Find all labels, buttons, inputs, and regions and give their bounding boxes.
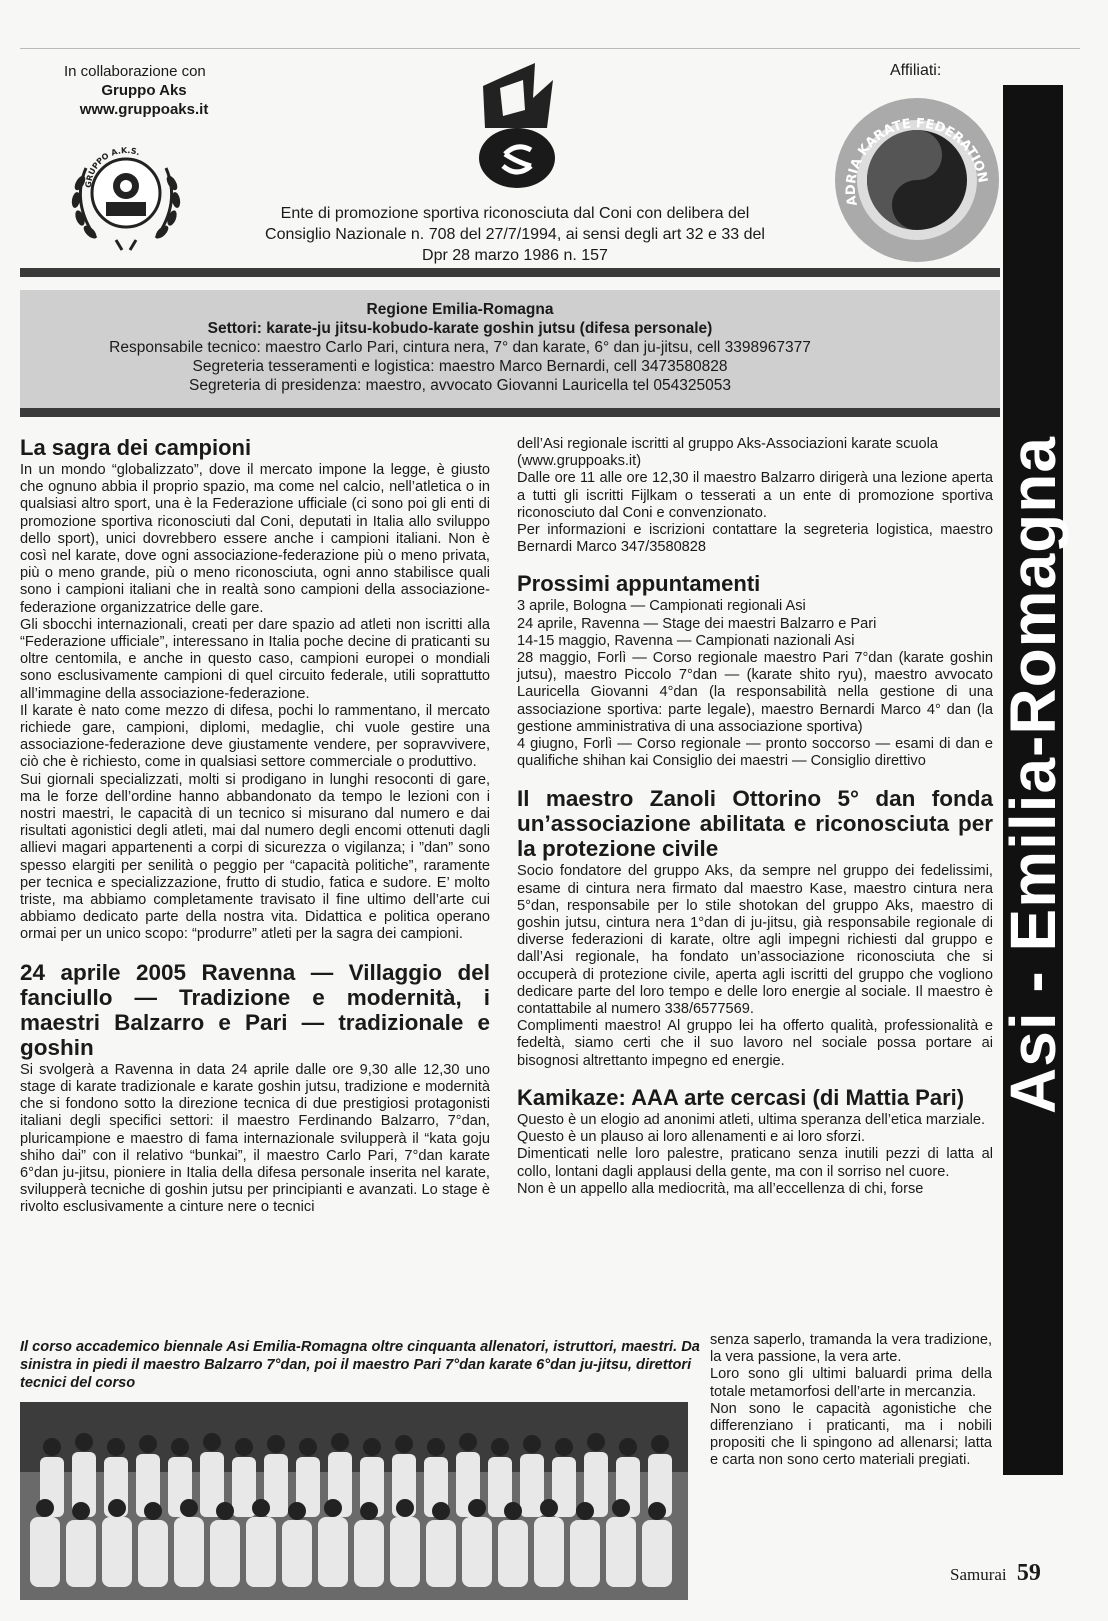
region-secretary-presidency: Segreteria di presidenza: maestro, avvocato Giovanni Lauricella tel 054325053 <box>189 377 731 394</box>
region-technical-lead: Responsabile tecnico: maestro Carlo Pari, cintura nera, 7° dan karate, 6° dan ju-jitsu, cell 3398967377 <box>109 339 811 356</box>
aks-logo-text: GRUPPO A.K.S. <box>83 145 142 189</box>
left-column <box>20 436 490 1217</box>
federation-logo <box>832 95 1002 265</box>
collab-website: www.gruppoaks.it <box>79 101 209 118</box>
magazine-name: Samurai <box>950 1565 1007 1584</box>
article-body-ravenna-cont-3: Per informazioni e iscrizioni contattare la segreteria logistica, maestro Bernardi Marco 347/3580828 <box>517 522 993 556</box>
right-column <box>517 436 993 1198</box>
collab-intro: In collaborazione con <box>64 63 206 80</box>
photo-caption: Il corso accademico biennale Asi Emilia-Romagna oltre cinquanta allenatori, istruttori, maestri. Da sinistra in piedi il maestro Balzarro 7°dan, poi il maestro Pari 7°dan karate 6°dan ju-jitsu, direttori tecnici del corso <box>20 1339 700 1391</box>
article-title-kamikaze: Kamikaze: AAA arte cercasi (di Mattia Pari) <box>517 1084 965 1110</box>
article-body-sagra-2: Gli sbocchi internazionali, creati per dare spazio ad atleti non iscritti alla “Federazione ufficiale”, interessano in Italia poche decine di praticanti su oltre centomila, e anche in questo caso, campioni europei o mondiali sono esclusivamente campioni di quel circuito federale, utili soprattutto all’immagine della associazione-federazione. <box>20 616 490 702</box>
section-side-title: Asi - Emilia-Romagna <box>997 436 1069 1114</box>
article-body-kamikaze-6: Non sono le capacità agonistiche che differenziano i praticanti, ma i nobili propositi che li spingono ad allenarsi; latta e carta non sono certo materiali pregiati. <box>710 1400 992 1469</box>
article-body-sagra-4: Sui giornali specializzati, molti si prodigano in lunghi resoconti di gare, ma le forze dell’ordine hanno abbandonato da tempo le lezioni con i nostri maestri, le capacità di un tecnico si misurano dal numero e dai risultati agonistici degli atleti, mai dal numero degli encomi ottenuti dagli allievi magari appartenenti a corpi di sicurezza o vigilanza; i ”dan” sono spesso elargiti per senilità o peggio per “capacità politiche”, raramente per tecnica e specializzazione, frutto di studio, fatica e sudore. E’ molto triste, ma abbiamo completamente travisato il fine ultimo dell’arte cui abbiamo dedicato parte della nostra vita. Didattica e politica operano ormai per un unico scopo: “produrre” atleti per la sagra dei campioni. <box>20 771 490 943</box>
appointment-item: 24 aprile, Ravenna — Stage dei maestri Balzarro e Pari <box>517 615 877 632</box>
bottom-divider-bar <box>20 408 1000 417</box>
article-body-sagra-1: In un mondo “globalizzato”, dove il mercato impone la legge, è giusto che ognuno abbia il proprio spazio, ma come nel calcio, nell’atletica o in qualsiasi altro sport, una è la Federazione ufficiale (ci sono poi gli enti di promozione sportiva riconosciuti dal Coni, deputati in Italia allo sviluppo dello sport), unici dovrebbero essere anche i campioni italiani. Non è così nel karate, dove ogni associazione-federazione più o meno privata, più o meno grande, più o meno riconosciuta, ogni anno stabilisce quali sono i campioni italiani che in realtà sono campioni della associazione-federazione organizzatrice delle gare. <box>20 462 490 616</box>
article-body-sagra-3: Il karate è nato come mezzo di difesa, pochi lo rammentano, il mercato richiede gare, campioni, diplomi, medaglie, chi vuole gestire una associazione-federazione deve giustamente vendere, per sopravvivere, ciò che è richiesto, come in qualsiasi settore commerciale o produttivo. <box>20 702 490 771</box>
article-body-ravenna-cont-1: dell’Asi regionale iscritti al gruppo Aks-Associazioni karate scuola (www.gruppoaks.it) <box>517 436 938 470</box>
region-secretary-logistics: Segreteria tesseramenti e logistica: maestro Marco Bernardi, cell 3473580828 <box>192 358 728 375</box>
ente-line-3: Dpr 28 marzo 1986 n. 157 <box>422 247 608 264</box>
ente-line-2: Consiglio Nazionale n. 708 del 27/7/1994, ai sensi degli art 32 e 33 del <box>265 226 765 243</box>
appointment-item: 14-15 maggio, Ravenna — Campionati nazionali Asi <box>517 632 855 649</box>
appointment-item: 4 giugno, Forlì — Corso regionale — pronto soccorso — esami di dan e qualifiche shihan kai Consiglio dei maestri — Consiglio direttivo <box>517 736 993 770</box>
aks-logo <box>66 128 186 258</box>
collaboration-block <box>64 62 264 119</box>
page-number: 59 <box>1016 1560 1041 1586</box>
article-body-kamikaze-4a: Non è un appello alla mediocrità, ma all’eccellenza di chi, forse <box>517 1180 924 1197</box>
article-body-kamikaze-4b: senza saperlo, tramanda la vera tradizione, la vera passione, la vera arte. <box>710 1332 992 1366</box>
region-name: Regione Emilia-Romagna <box>366 301 554 318</box>
article-body-ravenna-cont-2: Dalle ore 11 alle ore 12,30 il maestro Balzarro dirigerà una lezione aperta a tutti gli iscritti Fijlkam o tesserati a un ente di promozione sportiva riconosciuto dal Coni e convenzionato. <box>517 470 993 521</box>
ente-statement <box>245 203 785 266</box>
article-title-ravenna: 24 aprile 2005 Ravenna — Villaggio del fanciullo — Tradizione e modernità, i maestri Balzarro e Pari — tradizionale e goshin <box>20 959 490 1060</box>
top-rule <box>20 48 1080 49</box>
article-body-kamikaze-5: Loro sono gli ultimi baluardi prima della totale metamorfosi dell’arte in mercanzia. <box>710 1366 992 1400</box>
article-body-ravenna: Si svolgerà a Ravenna in data 24 aprile dalle ore 9,30 alle 12,30 uno stage di karate tradizionale e karate goshin jutsu, tradizione e modernità che si fondono sotto la direzione tecnica di due prestigiosi protagonisti italiani degli specifici settori: il maestro Ferdinando Balzarro, 7°dan, pluricampione e maestro di fama internazionale svilupperà il “kata goju shiho dai” con il relativo “bunkai”, il maestro Carlo Pari, 7°dan karate 6°dan ju-jitsu, pioniere in Italia della difesa personale inserita nel karate, svilupperà tecniche di goshin jutsu per principianti e avanzati. Lo stage è rivolto esclusivamente a cinture nere o tecnici <box>20 1061 490 1216</box>
kamikaze-continuation <box>710 1332 992 1470</box>
article-body-kamikaze-1: Questo è un elogio ad anonimi atleti, ultima speranza dell’etica marziale. <box>517 1111 986 1128</box>
article-title-appuntamenti: Prossimi appuntamenti <box>517 571 761 597</box>
article-body-kamikaze-2: Questo è un plauso ai loro allenamenti e ai loro sforzi. <box>517 1129 866 1146</box>
affiliates-label: Affiliati: <box>890 62 942 79</box>
article-title-sagra: La sagra dei campioni <box>20 435 252 460</box>
asi-logo <box>455 58 575 193</box>
region-info-text <box>20 300 900 395</box>
article-body-zanoli-2: Complimenti maestro! Al gruppo lei ha offerto qualità, professionalità e fedeltà, siamo certi che il suo lavoro nel sociale possa portare ai bisognosi altrettanto impegno ed energie. <box>517 1018 993 1069</box>
ente-line-1: Ente di promozione sportiva riconosciuta dal Coni con delibera del <box>280 205 750 222</box>
group-photo <box>20 1402 688 1600</box>
article-body-kamikaze-3: Dimenticati nelle loro palestre, praticano senza inutili pezzi di latta al collo, lontani dagli applausi della gente, ma con il sorriso nel cuore. <box>517 1146 993 1180</box>
article-body-zanoli-1: Socio fondatore del gruppo Aks, da sempre nel gruppo dei fedelissimi, esame di cintura nera firmato dal maestro Kase, maestro cintura nera 5°dan, responsabile per lo stile shotokan del gruppo Aks, maestro di goshin jutsu, cintura nera 1°dan di ju-jitsu, già responsabile regionale di diverse federazioni di karate, oltre agli impegni richiesti dal gruppo e dall’Asi regionale, ha fondato un’associazione riconosciuta che si occuperà di protezione civile, aperta agli iscritti del gruppo che vogliono dedicare parte del loro tempo e delle loro energie al sociale. Il maestro è contattabile al numero 338/6577569. <box>517 863 993 1018</box>
collab-group-name: Gruppo Aks <box>101 82 187 99</box>
top-divider-bar <box>20 268 1000 277</box>
page-footer <box>950 1560 1041 1587</box>
section-side-title-wrap <box>997 85 1069 1475</box>
region-sectors: Settori: karate-ju jitsu-kobudo-karate goshin jutsu (difesa personale) <box>207 320 713 337</box>
article-title-zanoli: Il maestro Zanoli Ottorino 5° dan fonda un’associazione abilitata e riconosciuta per la protezione civile <box>517 786 993 862</box>
federation-logo-text: ADRIA KARATE FEDERATION <box>843 116 990 208</box>
appointment-item: 3 aprile, Bologna — Campionati regionali Asi <box>517 598 806 615</box>
appointment-item: 28 maggio, Forlì — Corso regionale maestro Pari 7°dan (karate goshin jutsu), maestro Piccolo 7°dan — (karate shito ryu), maestro avvocato Lauricella Giovanni 4°dan (la responsabilità nella gestione di una associazione sportiva: parte legale), maestro Bernardi Marco 4° dan (la gestione amministrativa di una associazione sportiva) <box>517 650 993 735</box>
